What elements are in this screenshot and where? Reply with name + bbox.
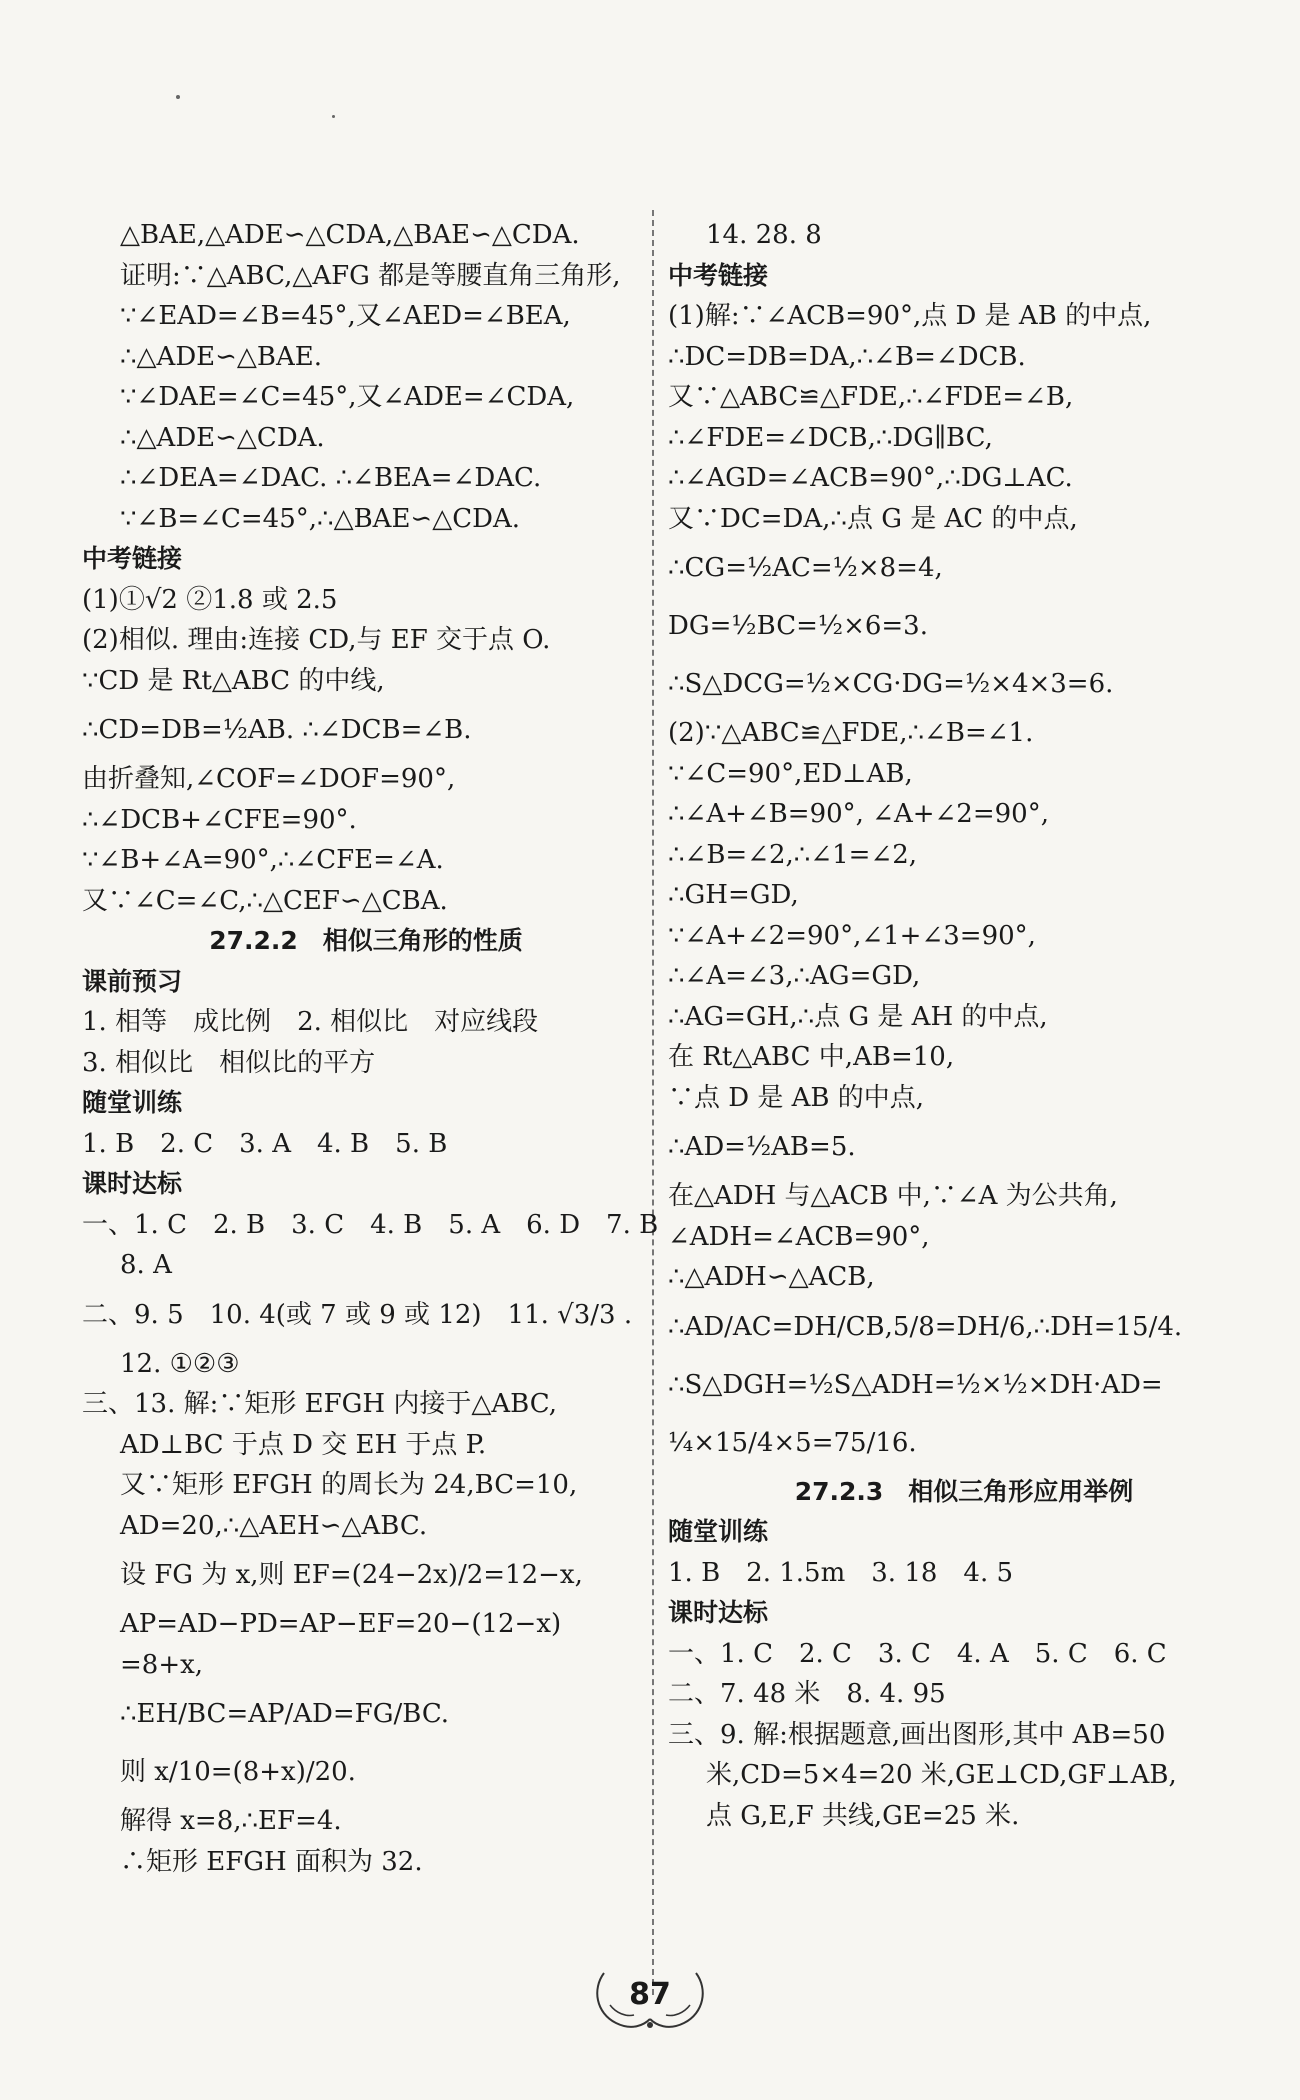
answer-line: =8+x, (120, 1649, 204, 1680)
answer-line: ∴AD=½AB=5. (668, 1132, 856, 1162)
answer-line: 8. A (120, 1250, 172, 1280)
answer-line: ∴AD/AC=DH/CB,5/8=DH/6,∴DH=15/4. (668, 1311, 1183, 1342)
section-heading: 随堂训练 (668, 1517, 769, 1546)
answer-line: 1. B 2. 1.5m 3. 18 4. 5 (668, 1557, 1014, 1588)
answer-line: AD⊥BC 于点 D 交 EH 于点 P. (120, 1429, 487, 1460)
answer-line: 又∵矩形 EFGH 的周长为 24,BC=10, (120, 1470, 578, 1500)
answer-line: 点 G,E,F 共线,GE=25 米. (706, 1800, 1020, 1831)
answer-line: ∵∠A+∠2=90°,∠1+∠3=90°, (668, 920, 1036, 951)
answer-line: 解得 x=8,∴EF=4. (120, 1806, 342, 1836)
answer-line: ∵∠C=90°,ED⊥AB, (668, 758, 913, 789)
answer-line: (2)∵△ABC≌△FDE,∴∠B=∠1. (668, 718, 1034, 748)
answer-line: 又∵△ABC≌△FDE,∴∠FDE=∠B, (668, 382, 1074, 412)
left-column (82, 215, 659, 1882)
column-divider (652, 210, 654, 1995)
section-heading: 中考链接 (668, 260, 769, 290)
scan-speck (176, 95, 180, 99)
section-heading: 课时达标 (82, 1169, 183, 1198)
answer-line: ∴∠FDE=∠DCB,∴DG∥BC, (668, 422, 993, 453)
section-heading: 27.2.3 相似三角形应用举例 (794, 1476, 1134, 1506)
answer-line: AD=20,∴△AEH∽△ABC. (120, 1510, 428, 1541)
answer-line: ∵点 D 是 AB 的中点, (668, 1082, 925, 1113)
answer-line: ∴GH=GD, (668, 880, 799, 910)
answer-line: 又∵DC=DA,∴点 G 是 AC 的中点, (668, 503, 1078, 534)
answer-line: ¼×15/4×5=75/16. (668, 1427, 917, 1458)
answer-line: ∴∠B=∠2,∴∠1=∠2, (668, 839, 918, 870)
answer-line: ∴∠DCB+∠CFE=90°. (82, 804, 357, 835)
answer-line: 又∵∠C=∠C,∴△CEF∽△CBA. (82, 885, 448, 916)
answer-line: ∴DC=DB=DA,∴∠B=∠DCB. (668, 341, 1026, 372)
page-number-ornament (590, 1965, 710, 2035)
answer-line: ∵∠B+∠A=90°,∴∠CFE=∠A. (82, 845, 444, 875)
answer-line: 在 Rt△ABC 中,AB=10, (668, 1042, 955, 1072)
answer-line: ∴S△DCG=½×CG·DG=½×4×3=6. (668, 669, 1114, 699)
answer-line: 一、1. C 2. B 3. C 4. B 5. A 6. D 7. B (82, 1209, 659, 1240)
answer-line: ∴△ADE∽△BAE. (120, 341, 323, 372)
answer-line: ∠ADH=∠ACB=90°, (668, 1221, 930, 1252)
answer-line: ∴∠AGD=∠ACB=90°,∴DG⊥AC. (668, 463, 1073, 493)
answer-line: ∵∠B=∠C=45°,∴△BAE∽△CDA. (120, 503, 520, 534)
answer-line: 米,CD=5×4=20 米,GE⊥CD,GF⊥AB, (706, 1760, 1177, 1790)
answer-line: 14. 28. 8 (706, 220, 822, 250)
section-heading: 随堂训练 (82, 1088, 183, 1117)
answer-line: 三、13. 解:∵矩形 EFGH 内接于△ABC, (82, 1389, 557, 1419)
answer-line: 证明:∵△ABC,△AFG 都是等腰直角三角形, (120, 260, 621, 291)
answer-line: ∴△ADE∽△CDA. (120, 422, 325, 453)
answer-line: 三、9. 解:根据题意,画出图形,其中 AB=50 (668, 1719, 1166, 1750)
answer-line: △BAE,△ADE∽△CDA,△BAE∽△CDA. (120, 220, 580, 250)
answer-line: 设 FG 为 x,则 EF=(24−2x)/2=12−x, (120, 1560, 583, 1590)
answer-line: 则 x/10=(8+x)/20. (120, 1757, 356, 1787)
answer-line: 1. 相等 成比例 2. 相似比 对应线段 (82, 1007, 539, 1037)
answer-line: ∴∠DEA=∠DAC. ∴∠BEA=∠DAC. (120, 463, 542, 493)
answer-line: ∴矩形 EFGH 面积为 32. (120, 1846, 423, 1877)
answer-line: ∴△ADH∽△ACB, (668, 1262, 875, 1292)
answer-line: ∴CD=DB=½AB. ∴∠DCB=∠B. (82, 715, 472, 745)
answer-line: ∴∠A=∠3,∴AG=GD, (668, 961, 921, 991)
answer-line: AP=AD−PD=AP−EF=20−(12−x) (120, 1609, 562, 1639)
section-heading: 中考链接 (82, 544, 183, 573)
answer-line: ∴AG=GH,∴点 G 是 AH 的中点, (668, 1001, 1048, 1032)
answer-line: (2)相似. 理由:连接 CD,与 EF 交于点 O. (82, 625, 551, 655)
answer-line: ∵∠DAE=∠C=45°,又∠ADE=∠CDA, (120, 382, 575, 412)
answer-line: (1)①√2 ②1.8 或 2.5 (82, 584, 338, 615)
right-column (668, 215, 1260, 1836)
page-number: 87 (629, 1977, 671, 2012)
answer-line: ∵∠EAD=∠B=45°,又∠AED=∠BEA, (120, 301, 571, 331)
scan-speck (332, 115, 335, 118)
section-heading: 27.2.2 相似三角形的性质 (209, 926, 523, 955)
answer-line: 由折叠知,∠COF=∠DOF=90°, (82, 764, 456, 794)
answer-line: DG=½BC=½×6=3. (668, 611, 928, 641)
answer-line: 3. 相似比 相似比的平方 (82, 1047, 376, 1078)
section-heading: 课时达标 (668, 1598, 769, 1627)
answer-line: 12. ①②③ (120, 1348, 240, 1379)
answer-line: ∴∠A+∠B=90°, ∠A+∠2=90°, (668, 799, 1049, 829)
answer-line: ∵CD 是 Rt△ABC 的中线, (82, 665, 385, 696)
answer-line: 二、9. 5 10. 4(或 7 或 9 或 12) 11. √3/3 . (82, 1299, 633, 1330)
answer-line: (1)解:∵∠ACB=90°,点 D 是 AB 的中点, (668, 301, 1152, 331)
answer-line: ∴EH/BC=AP/AD=FG/BC. (120, 1699, 450, 1729)
answer-line: 在△ADH 与△ACB 中,∵∠A 为公共角, (668, 1181, 1118, 1211)
answer-line: 一、1. C 2. C 3. C 4. A 5. C 6. C (668, 1638, 1167, 1669)
section-heading: 课前预习 (82, 966, 183, 996)
answer-line: ∴S△DGH=½S△ADH=½×½×DH·AD= (668, 1369, 1163, 1400)
answer-line: 1. B 2. C 3. A 4. B 5. B (82, 1128, 448, 1159)
answer-line: ∴CG=½AC=½×8=4, (668, 553, 943, 583)
answer-line: 二、7. 48 米 8. 4. 95 (668, 1679, 946, 1709)
